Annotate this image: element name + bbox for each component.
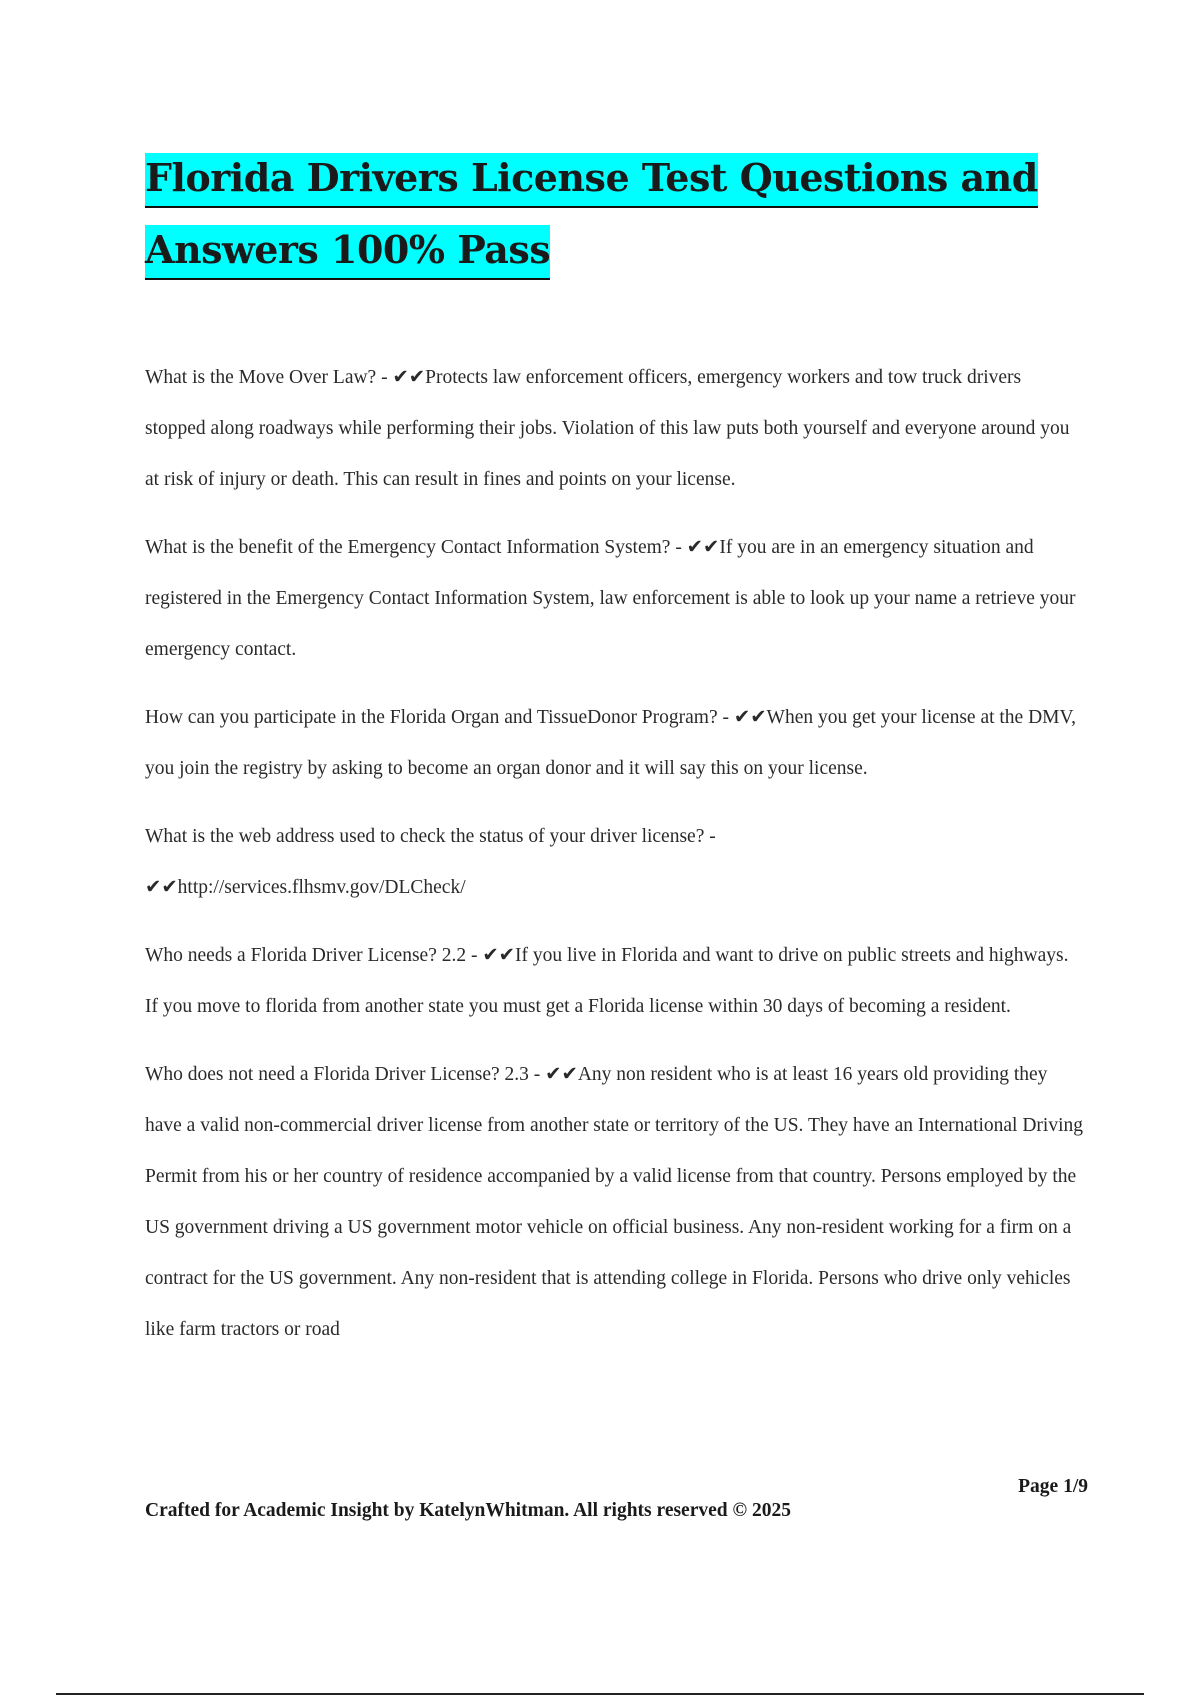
question-text: What is the benefit of the Emergency Contact Information System? - ✔✔ [145,537,720,558]
title-line-2: Answers 100% Pass [145,225,550,280]
qa-item [145,930,1085,1032]
answer-text: Any non resident who is at least 16 years old providing they have a valid non-commercial driver license from another state or territory of the US. They have an International Driving Permit from his or her country of residence accompanied by a valid license from that country. Persons employed by the US government driving a US government motor vehicle on official business. Any non-resident working for a firm on a contract for the US government. Any non-resident that is attending college in Florida. Persons who drive only vehicles like farm tractors or road [145,1064,1084,1340]
question-text: How can you participate in the Florida Organ and TissueDonor Program? - ✔✔ [145,707,767,728]
qa-item [145,1049,1085,1355]
answer-text: ✔✔http://services.flhsmv.gov/DLCheck/ [145,877,466,898]
answer-text: Protects law enforcement officers, emergency workers and tow truck drivers stopped along roadways while performing their jobs. Violation of this law puts both yourself and everyone around you at risk of injury or death. This can result in fines and points on your license. [145,367,1070,490]
qa-item [145,692,1085,794]
page-number: Page 1/9 [1018,1476,1088,1497]
question-text: Who needs a Florida Driver License? 2.2 - ✔✔ [145,945,516,966]
qa-item [145,352,1085,505]
question-text: Who does not need a Florida Driver License? 2.3 - ✔✔ [145,1064,578,1085]
question-text: What is the web address used to check the status of your driver license? - [145,826,716,847]
answer-text: If you are in an emergency situation and registered in the Emergency Contact Information System, law enforcement is able to look up your name a retrieve your emergency contact. [145,537,1076,660]
question-text: What is the Move Over Law? - ✔✔ [145,367,426,388]
answer-text: If you live in Florida and want to drive on public streets and highways. If you move to florida from another state you must get a Florida license within 30 days of becoming a resident. [145,945,1069,1017]
footer-credit: Crafted for Academic Insight by KatelynWhitman. All rights reserved © 2025 [145,1500,791,1521]
qa-item [145,522,1085,675]
answer-text: When you get your license at the DMV, you join the registry by asking to become an organ donor and it will say this on your license. [145,707,1076,779]
qa-list [145,352,1085,1372]
page-bottom-rule [56,1693,1144,1695]
title-line-1: Florida Drivers License Test Questions and [145,153,1038,208]
document-title [145,142,1105,286]
qa-item [145,811,1085,913]
